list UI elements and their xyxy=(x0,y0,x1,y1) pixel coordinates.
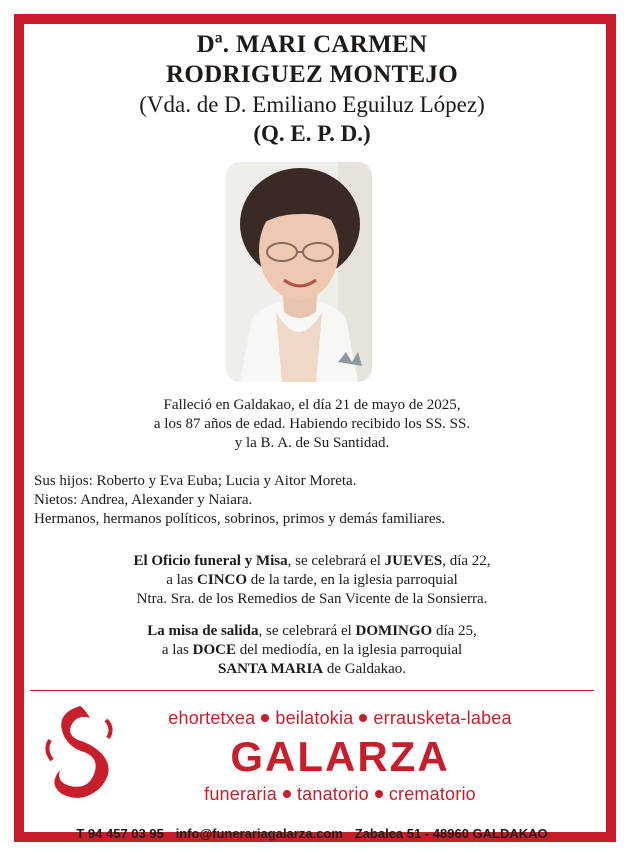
farewell-mass xyxy=(0,622,624,679)
death-line-1: Falleció en Galdakao, el día 21 de mayo de 2025, xyxy=(163,397,461,413)
death-line-2: a los 87 años de edad. Habiendo recibido los SS. SS. xyxy=(153,416,471,432)
service-beilatokia: beilatokia xyxy=(275,708,354,728)
funeral-church: Ntra. Sra. de los Remedios de San Vicente de la Sonsierra. xyxy=(136,591,488,607)
mass-line-1: La misa de salida, se celebrará el DOMINGO día 25, xyxy=(147,623,477,639)
widow-of: (Vda. de D. Emiliano Eguiluz López) xyxy=(139,92,485,117)
mass-line-3: SANTA MARIA de Galdakao. xyxy=(217,661,407,677)
notice-header xyxy=(0,30,624,149)
bullet-icon xyxy=(283,790,291,798)
other-relatives: Hermanos, hermanos políticos, sobrinos, primos y demás familiares. xyxy=(34,511,446,527)
family-list xyxy=(34,472,624,529)
contact-address: Zabalea 51 - 48960 GALDAKAO xyxy=(354,826,548,841)
funeral-line-2: a las CINCO de la tarde, en la iglesia parroquial xyxy=(166,572,458,588)
services-spanish xyxy=(130,784,550,805)
contact-line xyxy=(0,826,624,841)
stylized-s-logo-icon xyxy=(40,700,120,800)
portrait-photo xyxy=(226,162,372,382)
qepd: (Q. E. P. D.) xyxy=(253,121,371,146)
separator-dot: • xyxy=(167,826,173,841)
death-notice xyxy=(0,396,624,453)
bullet-icon xyxy=(261,714,269,722)
children: Sus hijos: Roberto y Eva Euba; Lucia y Aitor Moreta. xyxy=(34,473,357,489)
footer-divider xyxy=(30,690,594,691)
contact-email: info@funerariagalarza.com xyxy=(175,826,343,841)
service-tanatorio: tanatorio xyxy=(296,784,369,804)
service-ehortetxea: ehortetxea xyxy=(168,708,256,728)
service-funeraria: funeraria xyxy=(204,784,277,804)
separator-dot: • xyxy=(346,826,352,841)
brand-name: GALARZA xyxy=(230,733,450,780)
bullet-icon xyxy=(359,714,367,722)
mass-line-2: a las DOCE del mediodía, en la iglesia parroquial xyxy=(161,642,463,658)
service-errausketa: errausketa-labea xyxy=(373,708,512,728)
grandchildren: Nietos: Andrea, Alexander y Naiara. xyxy=(34,492,253,508)
service-crematorio: crematorio xyxy=(388,784,476,804)
funeral-line-1: El Oficio funeral y Misa, se celebrará el JUEVES, día 22, xyxy=(133,553,491,569)
deceased-surnames: RODRIGUEZ MONTEJO xyxy=(166,61,458,88)
contact-phone: T 94 457 03 95 xyxy=(76,826,164,841)
deceased-first-name: Dª. MARI CARMEN xyxy=(196,31,428,58)
funeral-mass xyxy=(0,552,624,609)
services-basque xyxy=(130,708,550,729)
bullet-icon xyxy=(375,790,383,798)
death-line-3: y la B. A. de Su Santidad. xyxy=(234,435,390,451)
